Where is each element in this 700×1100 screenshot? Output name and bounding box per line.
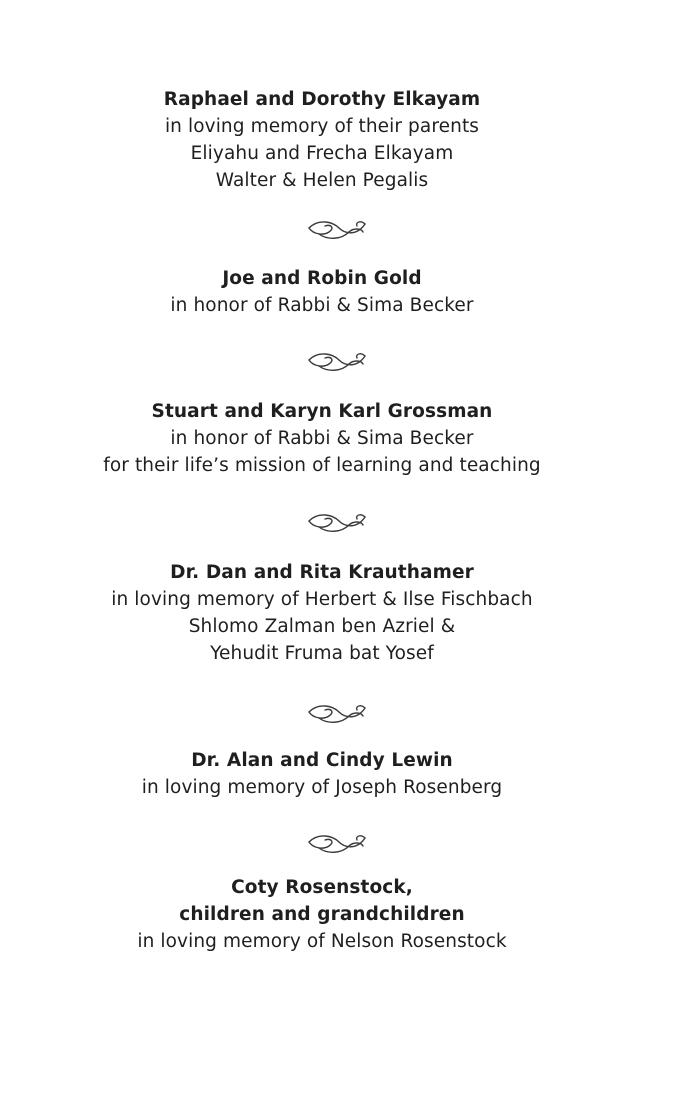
dedication-text: in honor of Rabbi & Sima Becker: [170, 428, 474, 449]
dedication-entry-grossman: [0, 398, 644, 479]
dedication-entry-gold: [0, 265, 644, 319]
flourish-ornament-icon: [305, 828, 369, 858]
dedication-entry-rosenstock: [0, 874, 644, 955]
dedication-entry-lewin: [0, 747, 644, 801]
dedication-text: Walter & Helen Pegalis: [215, 170, 429, 191]
donor-name: Joe and Robin Gold: [222, 268, 422, 289]
donor-name: children and grandchildren: [179, 904, 465, 925]
dedication-entry-elkayam: [0, 86, 644, 194]
dedication-text: Eliyahu and Frecha Elkayam: [190, 143, 454, 164]
dedication-text: in loving memory of Herbert & Ilse Fischbach: [111, 589, 533, 610]
donor-name: Dr. Dan and Rita Krauthamer: [170, 562, 474, 583]
donor-name: Raphael and Dorothy Elkayam: [163, 89, 481, 110]
dedication-text: in loving memory of Joseph Rosenberg: [141, 777, 503, 798]
donor-name: Stuart and Karyn Karl Grossman: [151, 401, 493, 422]
donor-name: Coty Rosenstock,: [231, 877, 413, 898]
dedication-text: in honor of Rabbi & Sima Becker: [170, 295, 474, 316]
flourish-ornament-icon: [305, 346, 369, 376]
flourish-ornament-icon: [305, 698, 369, 728]
flourish-ornament-icon: [305, 214, 369, 244]
dedication-text: in loving memory of Nelson Rosenstock: [137, 931, 507, 952]
flourish-ornament-icon: [305, 507, 369, 537]
dedication-text: for their life’s mission of learning and teaching: [103, 455, 541, 476]
dedication-text: Shlomo Zalman ben Azriel &: [188, 616, 456, 637]
dedication-text: in loving memory of their parents: [164, 116, 480, 137]
dedication-entry-krauthamer: [0, 559, 644, 667]
donor-name: Dr. Alan and Cindy Lewin: [191, 750, 453, 771]
dedication-text: Yehudit Fruma bat Yosef: [210, 643, 434, 664]
